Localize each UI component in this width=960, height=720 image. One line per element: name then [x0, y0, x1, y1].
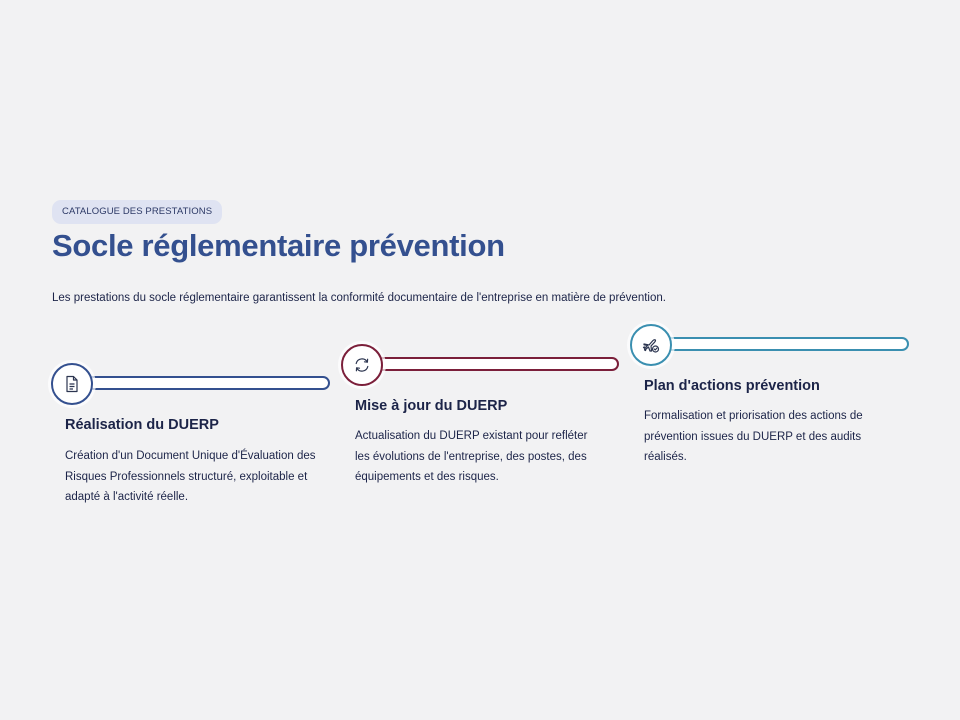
step-title: Réalisation du DUERP — [65, 417, 219, 433]
step-description: Formalisation et priorisation des actions de prévention issues du DUERP et des audits réalisés. — [644, 410, 863, 463]
step-circle — [341, 344, 383, 386]
step-title: Plan d'actions prévention — [644, 378, 820, 394]
step-title: Mise à jour du DUERP — [355, 398, 508, 414]
step-circle — [51, 363, 93, 405]
step-circle — [630, 324, 672, 366]
step-description: Création d'un Document Unique d'Évaluation des Risques Professionnels structuré, exploitable et adapté à l'activité réelle. — [65, 450, 316, 503]
step-track — [76, 376, 330, 390]
refresh-icon — [352, 355, 372, 375]
plane-check-icon — [641, 335, 661, 355]
page-title: Socle réglementaire prévention — [52, 228, 505, 263]
step-track — [655, 337, 909, 351]
document-icon — [62, 374, 82, 394]
step-description: Actualisation du DUERP existant pour refléter les évolutions de l'entreprise, des postes, des équipements et des risques. — [355, 430, 588, 483]
catalogue-badge: CATALOGUE DES PRESTATIONS — [52, 200, 222, 224]
step-track — [366, 357, 619, 371]
intro-text: Les prestations du socle réglementaire garantissent la conformité documentaire de l'entreprise en matière de prévention. — [52, 292, 666, 304]
